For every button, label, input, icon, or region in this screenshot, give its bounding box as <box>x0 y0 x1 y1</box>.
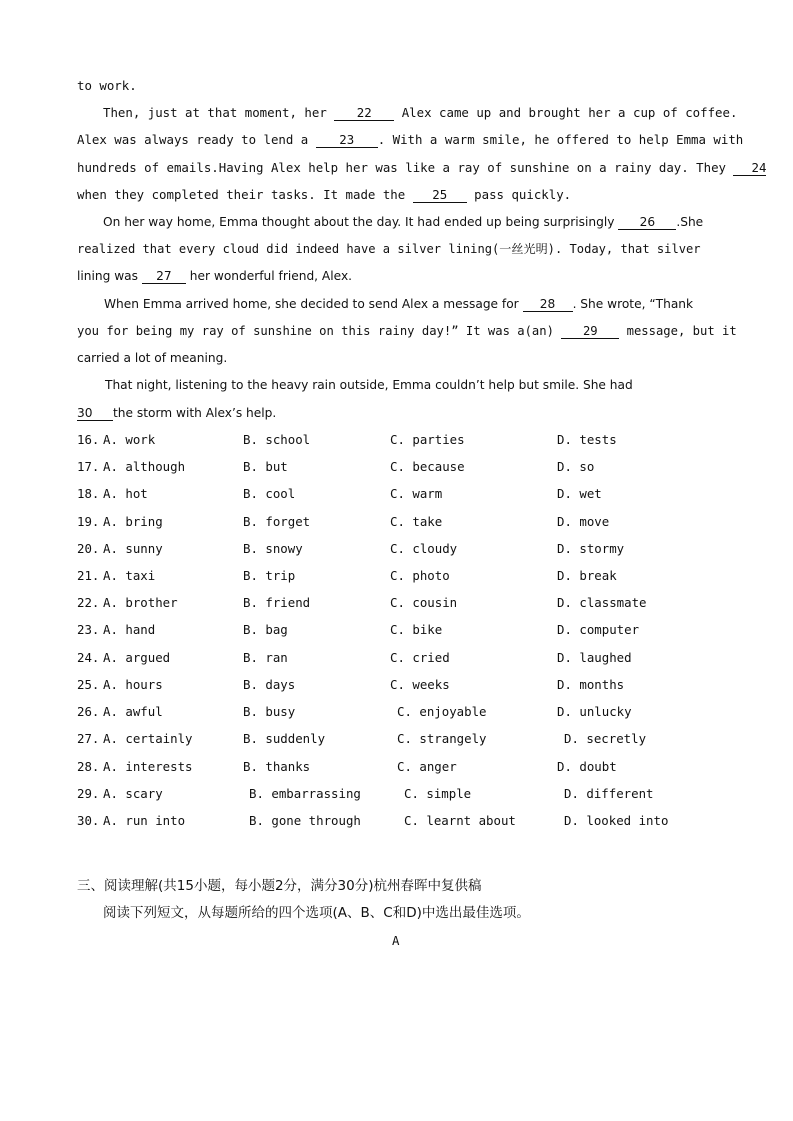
option-d[interactable]: D. secretly <box>564 731 647 746</box>
option-a[interactable]: A. interests <box>103 759 193 774</box>
question-number: 30. <box>77 813 100 828</box>
option-d[interactable]: D. classmate <box>557 595 647 610</box>
blank-30[interactable]: 30 <box>77 406 113 421</box>
option-b[interactable]: B. forget <box>243 514 311 529</box>
option-b[interactable]: B. bag <box>243 622 288 637</box>
passage-line: On her way home, Emma thought about the day. It had ended up being surprisingly 26 .She <box>103 215 704 229</box>
blank-28[interactable]: 28 <box>523 297 573 312</box>
question-number: 25. <box>77 677 100 692</box>
blank-27[interactable]: 27 <box>142 269 186 284</box>
option-a[interactable]: A. scary <box>103 786 163 801</box>
option-d[interactable]: D. looked into <box>564 813 669 828</box>
option-c[interactable]: C. learnt about <box>404 813 516 828</box>
option-d[interactable]: D. laughed <box>557 650 632 665</box>
question-number: 23. <box>77 622 100 637</box>
option-c[interactable]: C. cloudy <box>390 541 458 556</box>
option-a[interactable]: A. run into <box>103 813 186 828</box>
blank-29[interactable]: 29 <box>561 324 619 339</box>
option-a[interactable]: A. hand <box>103 622 156 637</box>
question-number: 26. <box>77 704 100 719</box>
option-b[interactable]: B. busy <box>243 704 296 719</box>
option-b[interactable]: B. snowy <box>243 541 303 556</box>
option-b[interactable]: B. friend <box>243 595 311 610</box>
question-number: 27. <box>77 731 100 746</box>
option-a[interactable]: A. brother <box>103 595 178 610</box>
option-a[interactable]: A. work <box>103 432 156 447</box>
option-c[interactable]: C. because <box>390 459 465 474</box>
option-c[interactable]: C. cousin <box>390 595 458 610</box>
option-b[interactable]: B. thanks <box>243 759 311 774</box>
passage-line: 30 the storm with Alex’s help. <box>77 406 277 420</box>
option-a[interactable]: A. although <box>103 459 186 474</box>
question-number: 18. <box>77 486 100 501</box>
question-number: 28. <box>77 759 100 774</box>
passage-line: to work. <box>77 78 137 93</box>
option-d[interactable]: D. different <box>564 786 654 801</box>
option-a[interactable]: A. sunny <box>103 541 163 556</box>
passage-line: That night, listening to the heavy rain outside, Emma couldn’t help but smile. She had <box>105 378 633 392</box>
option-c[interactable]: C. weeks <box>390 677 450 692</box>
passage-line: Then, just at that moment, her 22 Alex came up and brought her a cup of coffee. <box>103 105 738 120</box>
option-a[interactable]: A. awful <box>103 704 163 719</box>
option-b[interactable]: B. gone through <box>249 813 361 828</box>
question-number: 17. <box>77 459 100 474</box>
option-d[interactable]: D. tests <box>557 432 617 447</box>
option-b[interactable]: B. embarrassing <box>249 786 361 801</box>
option-d[interactable]: D. break <box>557 568 617 583</box>
instruction-text: 阅读下列短文，从每题所给的四个选项(A、B、C和D)中选出最佳选项。 <box>103 905 530 921</box>
passage-line: you for being my ray of sunshine on this rainy day!” It was a(an) 29 message, but it <box>77 324 737 338</box>
option-d[interactable]: D. so <box>557 459 595 474</box>
option-a[interactable]: A. certainly <box>103 731 193 746</box>
option-c[interactable]: C. anger <box>397 759 457 774</box>
option-b[interactable]: B. but <box>243 459 288 474</box>
question-number: 29. <box>77 786 100 801</box>
option-c[interactable]: C. cried <box>390 650 450 665</box>
option-a[interactable]: A. hours <box>103 677 163 692</box>
option-c[interactable]: C. bike <box>390 622 443 637</box>
option-d[interactable]: D. computer <box>557 622 640 637</box>
option-b[interactable]: B. suddenly <box>243 731 326 746</box>
option-d[interactable]: D. stormy <box>557 541 625 556</box>
blank-25[interactable]: 25 <box>413 188 467 203</box>
option-c[interactable]: C. warm <box>390 486 443 501</box>
question-number: 20. <box>77 541 100 556</box>
option-d[interactable]: D. doubt <box>557 759 617 774</box>
question-number: 24. <box>77 650 100 665</box>
option-b[interactable]: B. cool <box>243 486 296 501</box>
section-title: 三、阅读理解(共15小题，每小题2分，满分30分)杭州春晖中复供稿 <box>77 878 482 894</box>
blank-26[interactable]: 26 <box>618 215 676 230</box>
option-d[interactable]: D. wet <box>557 486 602 501</box>
question-number: 22. <box>77 595 100 610</box>
option-d[interactable]: D. unlucky <box>557 704 632 719</box>
option-a[interactable]: A. hot <box>103 486 148 501</box>
option-c[interactable]: C. take <box>390 514 443 529</box>
option-a[interactable]: A. taxi <box>103 568 156 583</box>
option-c[interactable]: C. strangely <box>397 731 487 746</box>
passage-line: Alex was always ready to lend a 23 . With a warm smile, he offered to help Emma with <box>77 132 744 147</box>
passage-line: hundreds of emails.Having Alex help her was like a ray of sunshine on a rainy day. They 24 <box>77 160 767 175</box>
passage-line: realized that every cloud did indeed have a silver lining(一丝光明). Today, that silver <box>77 242 701 256</box>
option-b[interactable]: B. trip <box>243 568 296 583</box>
question-number: 19. <box>77 514 100 529</box>
blank-22[interactable]: 22 <box>334 106 394 121</box>
option-a[interactable]: A. bring <box>103 514 163 529</box>
option-c[interactable]: C. enjoyable <box>397 704 487 719</box>
option-a[interactable]: A. argued <box>103 650 171 665</box>
question-number: 21. <box>77 568 100 583</box>
option-d[interactable]: D. months <box>557 677 625 692</box>
passage-line: When Emma arrived home, she decided to send Alex a message for 28 . She wrote, “Thank <box>104 297 694 311</box>
blank-24[interactable]: 24 <box>733 161 766 176</box>
blank-23[interactable]: 23 <box>316 133 378 148</box>
passage-line: when they completed their tasks. It made the 25 pass quickly. <box>77 187 572 202</box>
option-b[interactable]: B. days <box>243 677 296 692</box>
option-c[interactable]: C. parties <box>390 432 465 447</box>
option-c[interactable]: C. photo <box>390 568 450 583</box>
option-d[interactable]: D. move <box>557 514 610 529</box>
option-c[interactable]: C. simple <box>404 786 472 801</box>
option-b[interactable]: B. school <box>243 432 311 447</box>
option-b[interactable]: B. ran <box>243 650 288 665</box>
passage-line: lining was 27 her wonderful friend, Alex. <box>77 269 353 283</box>
question-number: 16. <box>77 432 100 447</box>
passage-line: carried a lot of meaning. <box>77 351 228 365</box>
passage-label: A <box>392 933 400 948</box>
